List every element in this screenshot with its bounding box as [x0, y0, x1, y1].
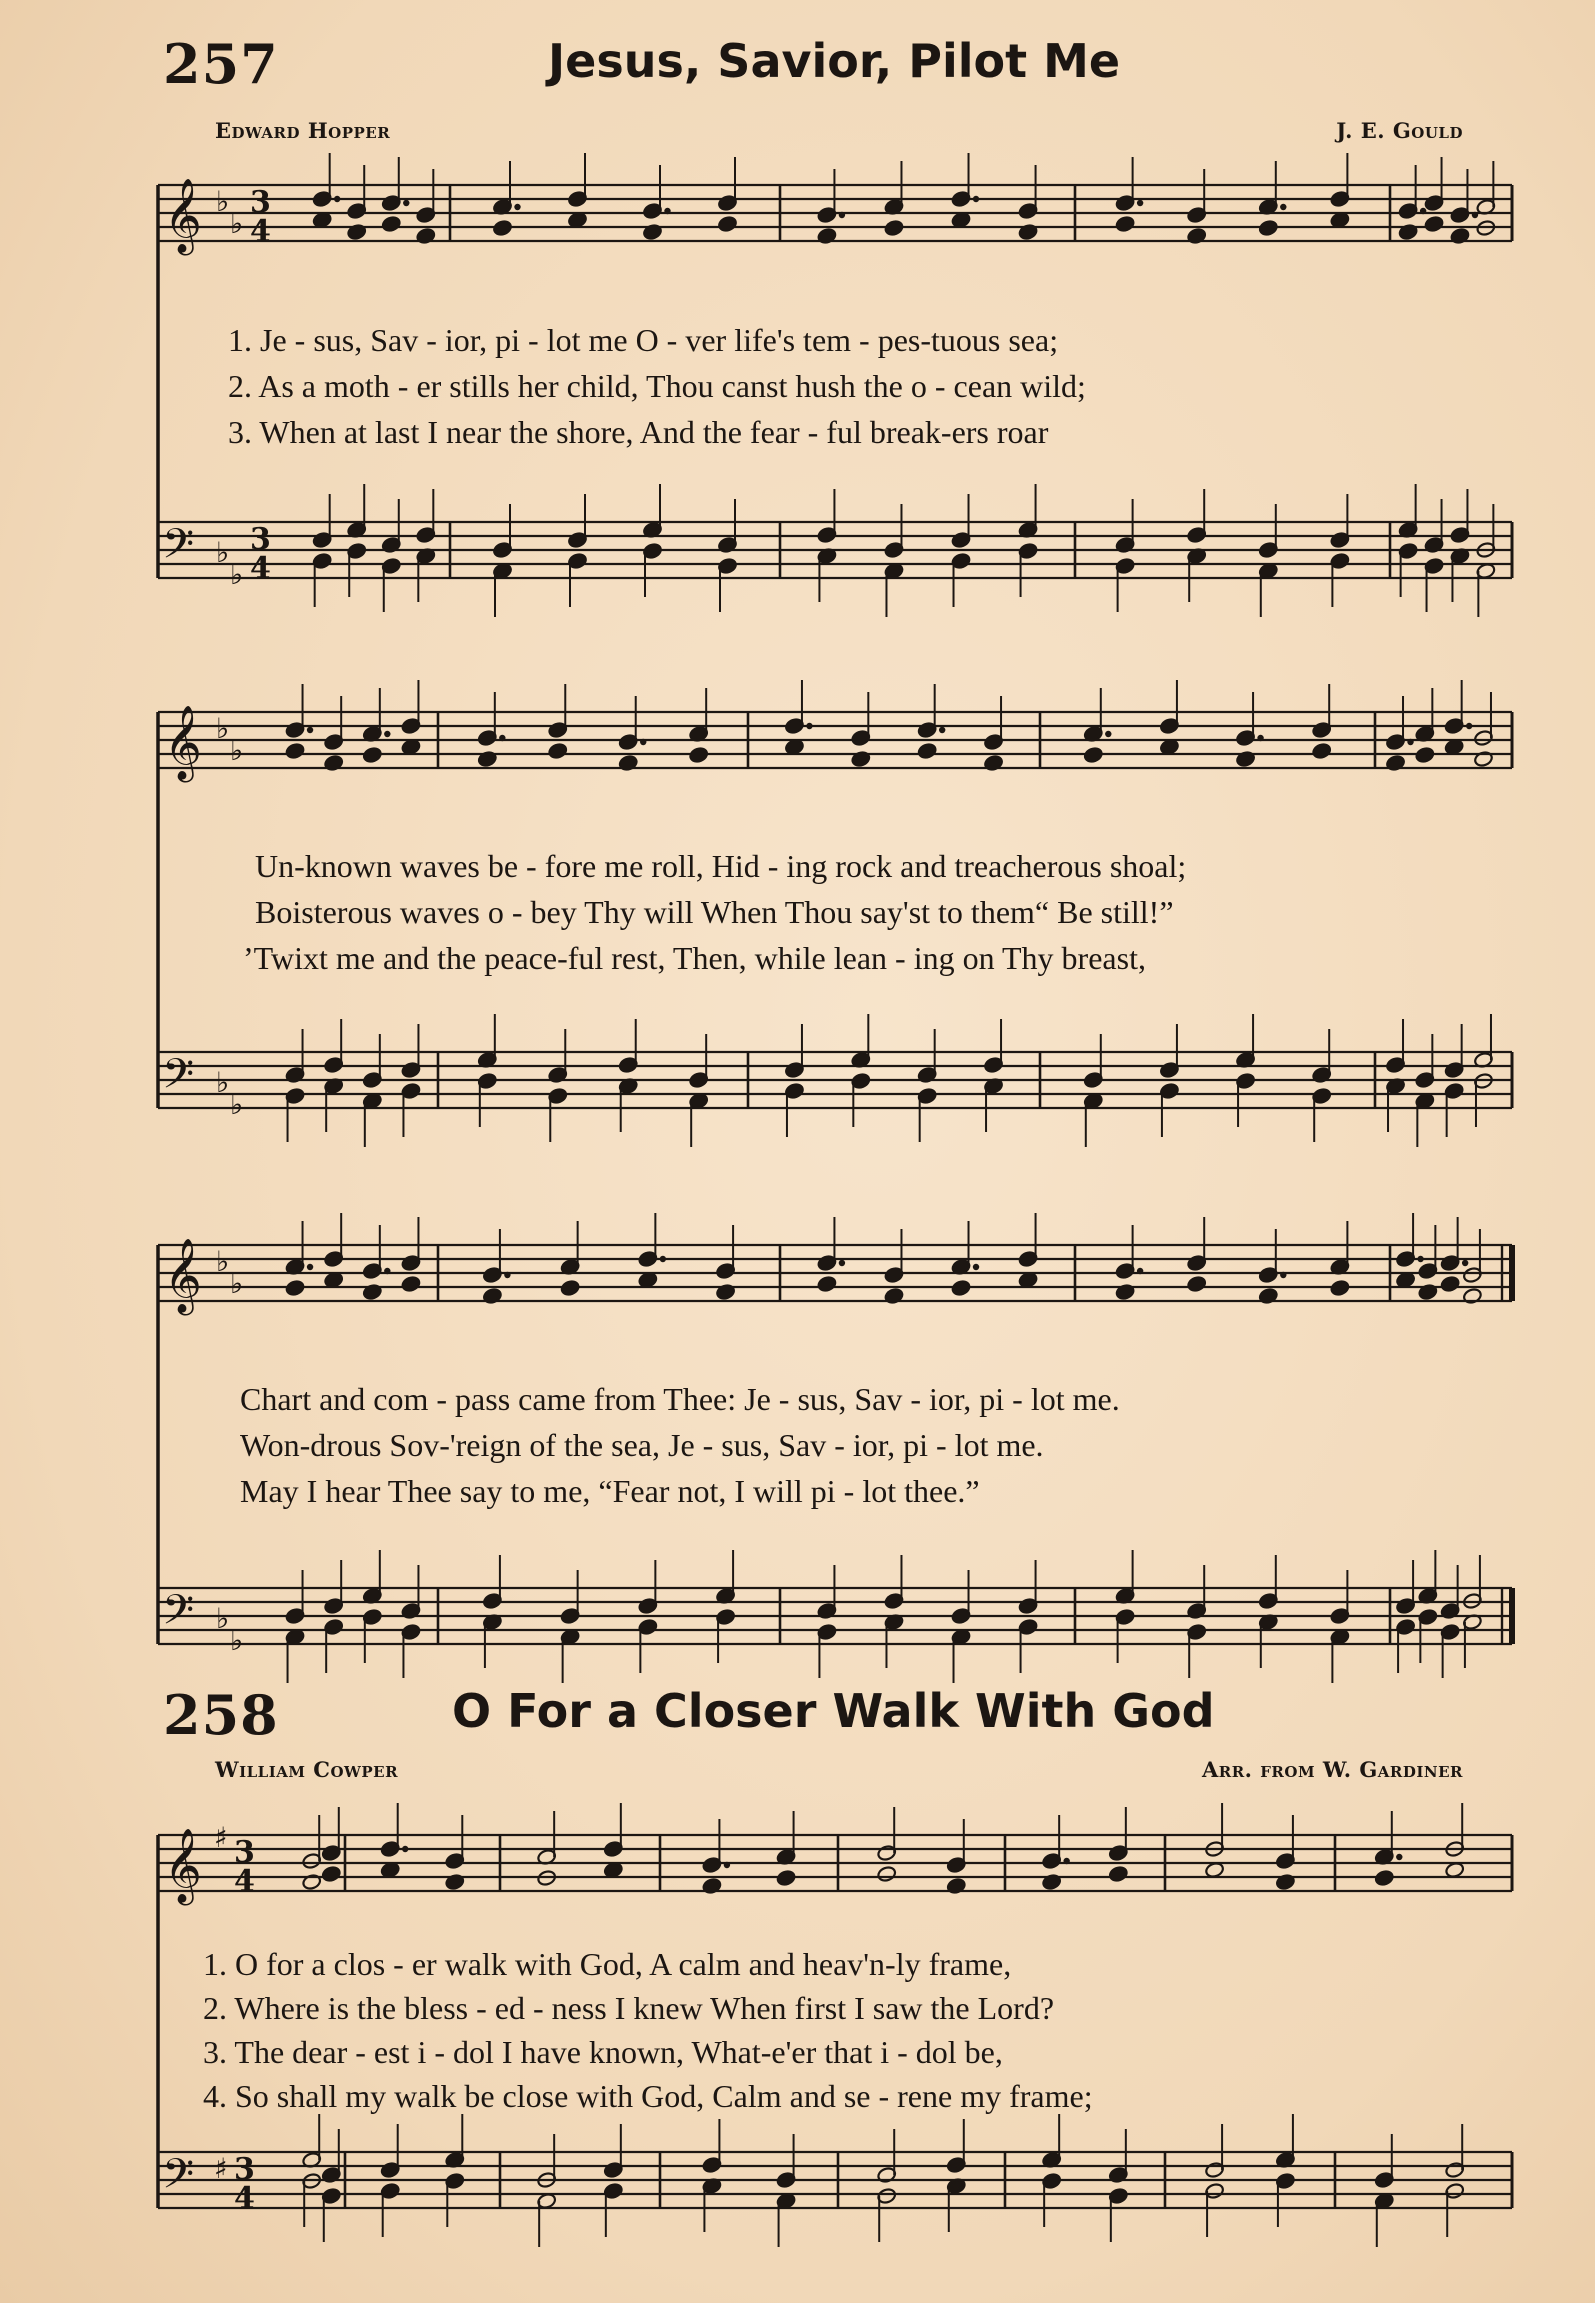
- lyric-line: Un-known waves be - fore me roll, Hid - ing rock and treacherous shoal;: [255, 848, 1187, 884]
- note-head: [702, 1877, 722, 1894]
- note-head: [884, 1287, 904, 1304]
- treble-clef-icon: 𝄞: [164, 1829, 202, 1903]
- dot: [1396, 1854, 1402, 1860]
- time-signature: 4: [234, 1864, 255, 1899]
- dot: [973, 196, 979, 202]
- time-signature: 4: [234, 2181, 255, 2216]
- note-head: [1108, 1865, 1128, 1882]
- dot: [939, 727, 945, 733]
- note-head: [1398, 223, 1418, 240]
- note-head: [1450, 227, 1470, 244]
- hymn-title: O For a Closer Walk With God: [452, 1684, 1215, 1738]
- note-head: [401, 1275, 421, 1292]
- note-head: [1258, 1287, 1278, 1304]
- lyric-line: 1. O for a clos - er walk with God, A calm and heav'n-ly frame,: [203, 1946, 1012, 1982]
- note-head: [642, 223, 662, 240]
- note-head: [618, 754, 638, 771]
- lyric-line: Won-drous Sov-'reign of the sea, Je - sus, Sav - ior, pi - lot me.: [240, 1427, 1044, 1463]
- note-head: [347, 223, 367, 240]
- bass-clef-icon: 𝄢: [162, 520, 195, 578]
- sharp-icon: ♯: [214, 2152, 228, 2185]
- note-head: [946, 1877, 966, 1894]
- note-head: [877, 1865, 897, 1882]
- dot: [1105, 731, 1111, 737]
- note-head: [1018, 223, 1038, 240]
- note-head: [983, 754, 1003, 771]
- note-head: [381, 215, 401, 232]
- sharp-icon: ♯: [214, 1821, 228, 1854]
- note-head: [1258, 219, 1278, 236]
- note-head: [560, 1279, 580, 1296]
- lyric-line: Chart and com - pass came from Thee: Je - sus, Sav - ior, pi - lot me.: [240, 1381, 1120, 1417]
- note-head: [1083, 746, 1103, 763]
- treble-clef-icon: 𝄞: [164, 179, 202, 253]
- note-head: [324, 754, 344, 771]
- note-head: [1042, 1873, 1062, 1890]
- bass-clef-icon: 𝄢: [162, 1586, 195, 1644]
- treble-clef-icon: 𝄞: [164, 1239, 202, 1313]
- flat-icon: ♭: [230, 558, 244, 591]
- lyric-line: Boisterous waves o - bey Thy will When Thou say'st to them“ Be still!”: [255, 894, 1174, 930]
- dot: [1407, 739, 1413, 745]
- note-head: [776, 1869, 796, 1886]
- dot: [640, 739, 646, 745]
- dot: [402, 1846, 408, 1852]
- note-head: [1462, 1287, 1482, 1304]
- dot: [403, 200, 409, 206]
- hymn-author: Edward Hopper: [215, 118, 391, 143]
- note-head: [1187, 1275, 1207, 1292]
- bass-clef-icon: 𝄢: [162, 1050, 195, 1108]
- note-head: [445, 1873, 465, 1890]
- note-head: [1115, 215, 1135, 232]
- flat-icon: ♭: [216, 1245, 230, 1278]
- lyric-line: 2. As a moth - er stills her child, Thou canst hush the o - cean wild;: [228, 368, 1086, 404]
- note-head: [917, 742, 937, 759]
- bass-clef-icon: 𝄢: [162, 2150, 195, 2208]
- dot: [1280, 1272, 1286, 1278]
- note-head: [817, 227, 837, 244]
- note-head: [689, 746, 709, 763]
- note-head: [715, 1283, 735, 1300]
- treble-clef-icon: 𝄞: [164, 706, 202, 780]
- note-head: [1440, 1275, 1460, 1292]
- dot: [839, 212, 845, 218]
- note-head: [362, 1283, 382, 1300]
- dot: [1466, 723, 1472, 729]
- note-head: [717, 215, 737, 232]
- flat-icon: ♭: [216, 712, 230, 745]
- time-signature: 3: [234, 1835, 255, 1870]
- lyric-line: 3. The dear - est i - dol I have known, What-e'er that i - dol be,: [203, 2034, 1003, 2070]
- note-head: [1235, 750, 1255, 767]
- dot: [1280, 204, 1286, 210]
- note-head: [548, 742, 568, 759]
- hymn-composer: Arr. from W. Gardiner: [1201, 1757, 1463, 1782]
- note-head: [285, 1279, 305, 1296]
- note-head: [1418, 1283, 1438, 1300]
- dot: [1420, 208, 1426, 214]
- lyric-line: 2. Where is the bless - ed - ness I knew When first I saw the Lord?: [203, 1990, 1055, 2026]
- dot: [1472, 212, 1478, 218]
- dot: [1137, 200, 1143, 206]
- flat-icon: ♭: [216, 185, 230, 218]
- time-signature: 3: [250, 522, 271, 557]
- dot: [973, 1264, 979, 1270]
- dot: [504, 1272, 510, 1278]
- note-head: [477, 750, 497, 767]
- flat-icon: ♭: [230, 1267, 244, 1300]
- flat-icon: ♭: [230, 1624, 244, 1657]
- hymn-composer: J. E. Gould: [1336, 118, 1463, 143]
- flat-icon: ♭: [216, 1602, 230, 1635]
- lyric-line: ’Twixt me and the peace-ful rest, Then, while lean - ing on Thy breast,: [243, 940, 1146, 976]
- note-head: [1187, 227, 1207, 244]
- flat-icon: ♭: [230, 207, 244, 240]
- flat-icon: ♭: [216, 1066, 230, 1099]
- dot: [334, 196, 340, 202]
- hymn-number: 257: [163, 32, 279, 96]
- note-head: [482, 1287, 502, 1304]
- note-head: [416, 227, 436, 244]
- time-signature: 4: [250, 551, 271, 586]
- dot: [660, 1256, 666, 1262]
- note-head: [1374, 1869, 1394, 1886]
- dot: [307, 727, 313, 733]
- lyric-line: 3. When at last I near the shore, And the fear - ful break-ers roar: [228, 414, 1049, 450]
- note-head: [1275, 1873, 1295, 1890]
- lyric-line: 4. So shall my walk be close with God, Calm and se - rene my frame;: [203, 2078, 1093, 2114]
- dot: [839, 1260, 845, 1266]
- flat-icon: ♭: [230, 1088, 244, 1121]
- time-signature: 3: [250, 185, 271, 220]
- note-head: [492, 219, 512, 236]
- time-signature: 4: [250, 214, 271, 249]
- dot: [806, 723, 812, 729]
- note-head: [851, 750, 871, 767]
- note-head: [362, 746, 382, 763]
- dot: [1137, 1268, 1143, 1274]
- note-head: [1330, 1279, 1350, 1296]
- note-head: [884, 219, 904, 236]
- dot: [1257, 735, 1263, 741]
- note-head: [817, 1275, 837, 1292]
- time-signature: 3: [234, 2152, 255, 2187]
- flat-icon: ♭: [230, 734, 244, 767]
- note-head: [1312, 742, 1332, 759]
- flat-icon: ♭: [216, 536, 230, 569]
- dot: [724, 1862, 730, 1868]
- lyric-line: 1. Je - sus, Sav - ior, pi - lot me O - ver life's tem - pes-tuous sea;: [228, 322, 1059, 358]
- note-head: [951, 1279, 971, 1296]
- hymn-title: Jesus, Savior, Pilot Me: [548, 34, 1121, 88]
- dot: [384, 1268, 390, 1274]
- lyric-line: May I hear Thee say to me, “Fear not, I will pi - lot thee.”: [240, 1473, 980, 1509]
- dot: [1063, 1858, 1069, 1864]
- note-head: [1115, 1283, 1135, 1300]
- dot: [514, 204, 520, 210]
- hymn-author: William Cowper: [215, 1757, 399, 1782]
- note-head: [285, 742, 305, 759]
- dot: [664, 208, 670, 214]
- note-head: [321, 1865, 341, 1882]
- note-head: [1415, 746, 1435, 763]
- dot: [1462, 1260, 1468, 1266]
- dot: [1417, 1256, 1423, 1262]
- note-head: [1424, 215, 1444, 232]
- note-head: [1473, 750, 1493, 767]
- dot: [499, 735, 505, 741]
- hymn-number: 258: [163, 1683, 279, 1747]
- dot: [307, 1264, 313, 1270]
- note-head: [1385, 754, 1405, 771]
- note-head: [302, 1873, 322, 1890]
- dot: [384, 731, 390, 737]
